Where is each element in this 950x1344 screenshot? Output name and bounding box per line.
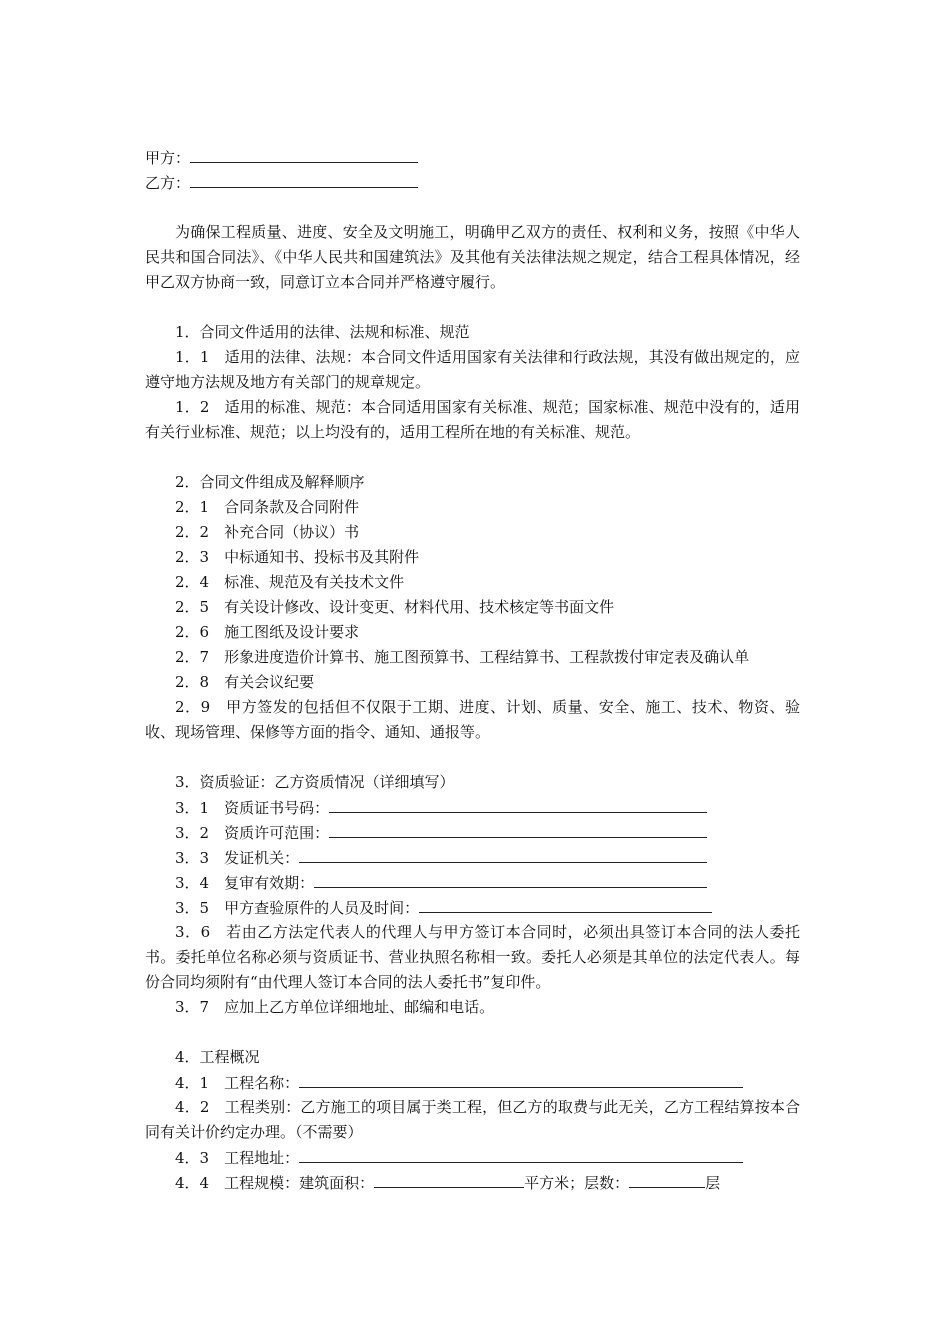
clause-4-1-label: 4．1 工程名称： bbox=[175, 1074, 300, 1092]
clause-3-1 bbox=[145, 795, 800, 820]
clause-3-2-label: 3．2 资质许可范围： bbox=[175, 824, 330, 842]
clause-3-7: 3．7 应加上乙方单位详细地址、邮编和电话。 bbox=[175, 998, 495, 1016]
project-name-blank[interactable] bbox=[299, 1070, 743, 1088]
clause-4-3 bbox=[145, 1145, 800, 1170]
license-scope-blank[interactable] bbox=[329, 820, 707, 838]
clause-3-3-label: 3．3 发证机关： bbox=[175, 849, 300, 867]
project-address-blank[interactable] bbox=[299, 1145, 743, 1163]
party-a-line bbox=[145, 145, 800, 170]
clause-4-4 bbox=[145, 1170, 800, 1195]
clause-2-6: 2．6 施工图纸及设计要求 bbox=[175, 623, 360, 641]
clause-1-2: 1．2 适用的标准、规范：本合同适用国家有关标准、规范；国家标准、规范中没有的，适用有关行业标准、规范；以上均没有的，适用工程所在地的有关标准、规范。 bbox=[145, 398, 800, 441]
clause-1-1: 1．1 适用的法律、法规：本合同文件适用国家有关法律和行政法规，其没有做出规定的，应遵守地方法规及地方有关部门的规章规定。 bbox=[145, 348, 800, 391]
clause-2-4: 2．4 标准、规范及有关技术文件 bbox=[175, 573, 405, 591]
clause-4-3-label: 4．3 工程地址： bbox=[175, 1149, 300, 1167]
clause-3-1-label: 3．1 资质证书号码： bbox=[175, 799, 330, 817]
floor-unit-label: 层 bbox=[705, 1174, 721, 1192]
area-unit-label: 平方米；层数： bbox=[524, 1174, 630, 1192]
clause-2-7: 2．7 形象进度造价计算书、施工图预算书、工程结算书、工程款拨付审定表及确认单 bbox=[175, 648, 750, 666]
party-b-line bbox=[145, 170, 800, 195]
clause-4-4-label: 4．4 工程规模：建筑面积： bbox=[175, 1174, 375, 1192]
clause-3-5 bbox=[145, 895, 800, 920]
clause-3-2 bbox=[145, 820, 800, 845]
clause-4-1 bbox=[145, 1070, 800, 1095]
clause-2-3: 2．3 中标通知书、投标书及其附件 bbox=[175, 548, 420, 566]
issuing-authority-blank[interactable] bbox=[299, 845, 707, 863]
inspector-time-blank[interactable] bbox=[419, 895, 712, 913]
review-validity-blank[interactable] bbox=[314, 870, 707, 888]
party-b-blank[interactable] bbox=[190, 170, 418, 188]
clause-3-6: 3．6 若由乙方法定代表人的代理人与甲方签订本合同时，必须出具签订本合同的法人委托书。委托单位名称必须与资质证书、营业执照名称相一致。委托人必须是其单位的法定代表人。每份合同均须附有“由代理人签订本合同的法人委托书”复印件。 bbox=[145, 923, 800, 991]
party-b-label: 乙方： bbox=[145, 174, 191, 192]
clause-2-1: 2．1 合同条款及合同附件 bbox=[175, 498, 360, 516]
clause-3-5-label: 3．5 甲方查验原件的人员及时间： bbox=[175, 899, 420, 917]
clause-3-3 bbox=[145, 845, 800, 870]
clause-2-2: 2．2 补充合同（协议）书 bbox=[175, 523, 360, 541]
clause-3-4 bbox=[145, 870, 800, 895]
party-a-blank[interactable] bbox=[190, 145, 418, 163]
section-4-title: 4．工程概况 bbox=[175, 1048, 260, 1066]
clause-4-2: 4．2 工程类别：乙方施工的项目属于类工程，但乙方的取费与此无关，乙方工程结算按本合同有关计价约定办理。（不需要） bbox=[145, 1098, 800, 1141]
clause-2-5: 2．5 有关设计修改、设计变更、材料代用、技术核定等书面文件 bbox=[175, 598, 615, 616]
clause-2-9: 2．9 甲方签发的包括但不仅限于工期、进度、计划、质量、安全、施工、技术、物资、验收、现场管理、保修等方面的指令、通知、通报等。 bbox=[145, 698, 800, 741]
clause-2-8: 2．8 有关会议纪要 bbox=[175, 673, 315, 691]
certificate-number-blank[interactable] bbox=[329, 795, 707, 813]
section-3-title: 3．资质验证：乙方资质情况（详细填写） bbox=[175, 773, 455, 791]
clause-3-4-label: 3．4 复审有效期： bbox=[175, 874, 315, 892]
party-a-label: 甲方： bbox=[145, 149, 191, 167]
section-1-title: 1．合同文件适用的法律、法规和标准、规范 bbox=[175, 323, 470, 341]
floor-count-blank[interactable] bbox=[629, 1170, 705, 1188]
contract-page bbox=[145, 145, 800, 1195]
building-area-blank[interactable] bbox=[374, 1170, 524, 1188]
section-2-title: 2．合同文件组成及解释顺序 bbox=[175, 473, 365, 491]
intro-paragraph: 为确保工程质量、进度、安全及文明施工，明确甲乙双方的责任、权利和义务，按照《中华人民共和国合同法》、《中华人民共和国建筑法》及其他有关法律法规之规定，结合工程具体情况，经甲乙双方协商一致，同意订立本合同并严格遵守履行。 bbox=[145, 223, 800, 291]
